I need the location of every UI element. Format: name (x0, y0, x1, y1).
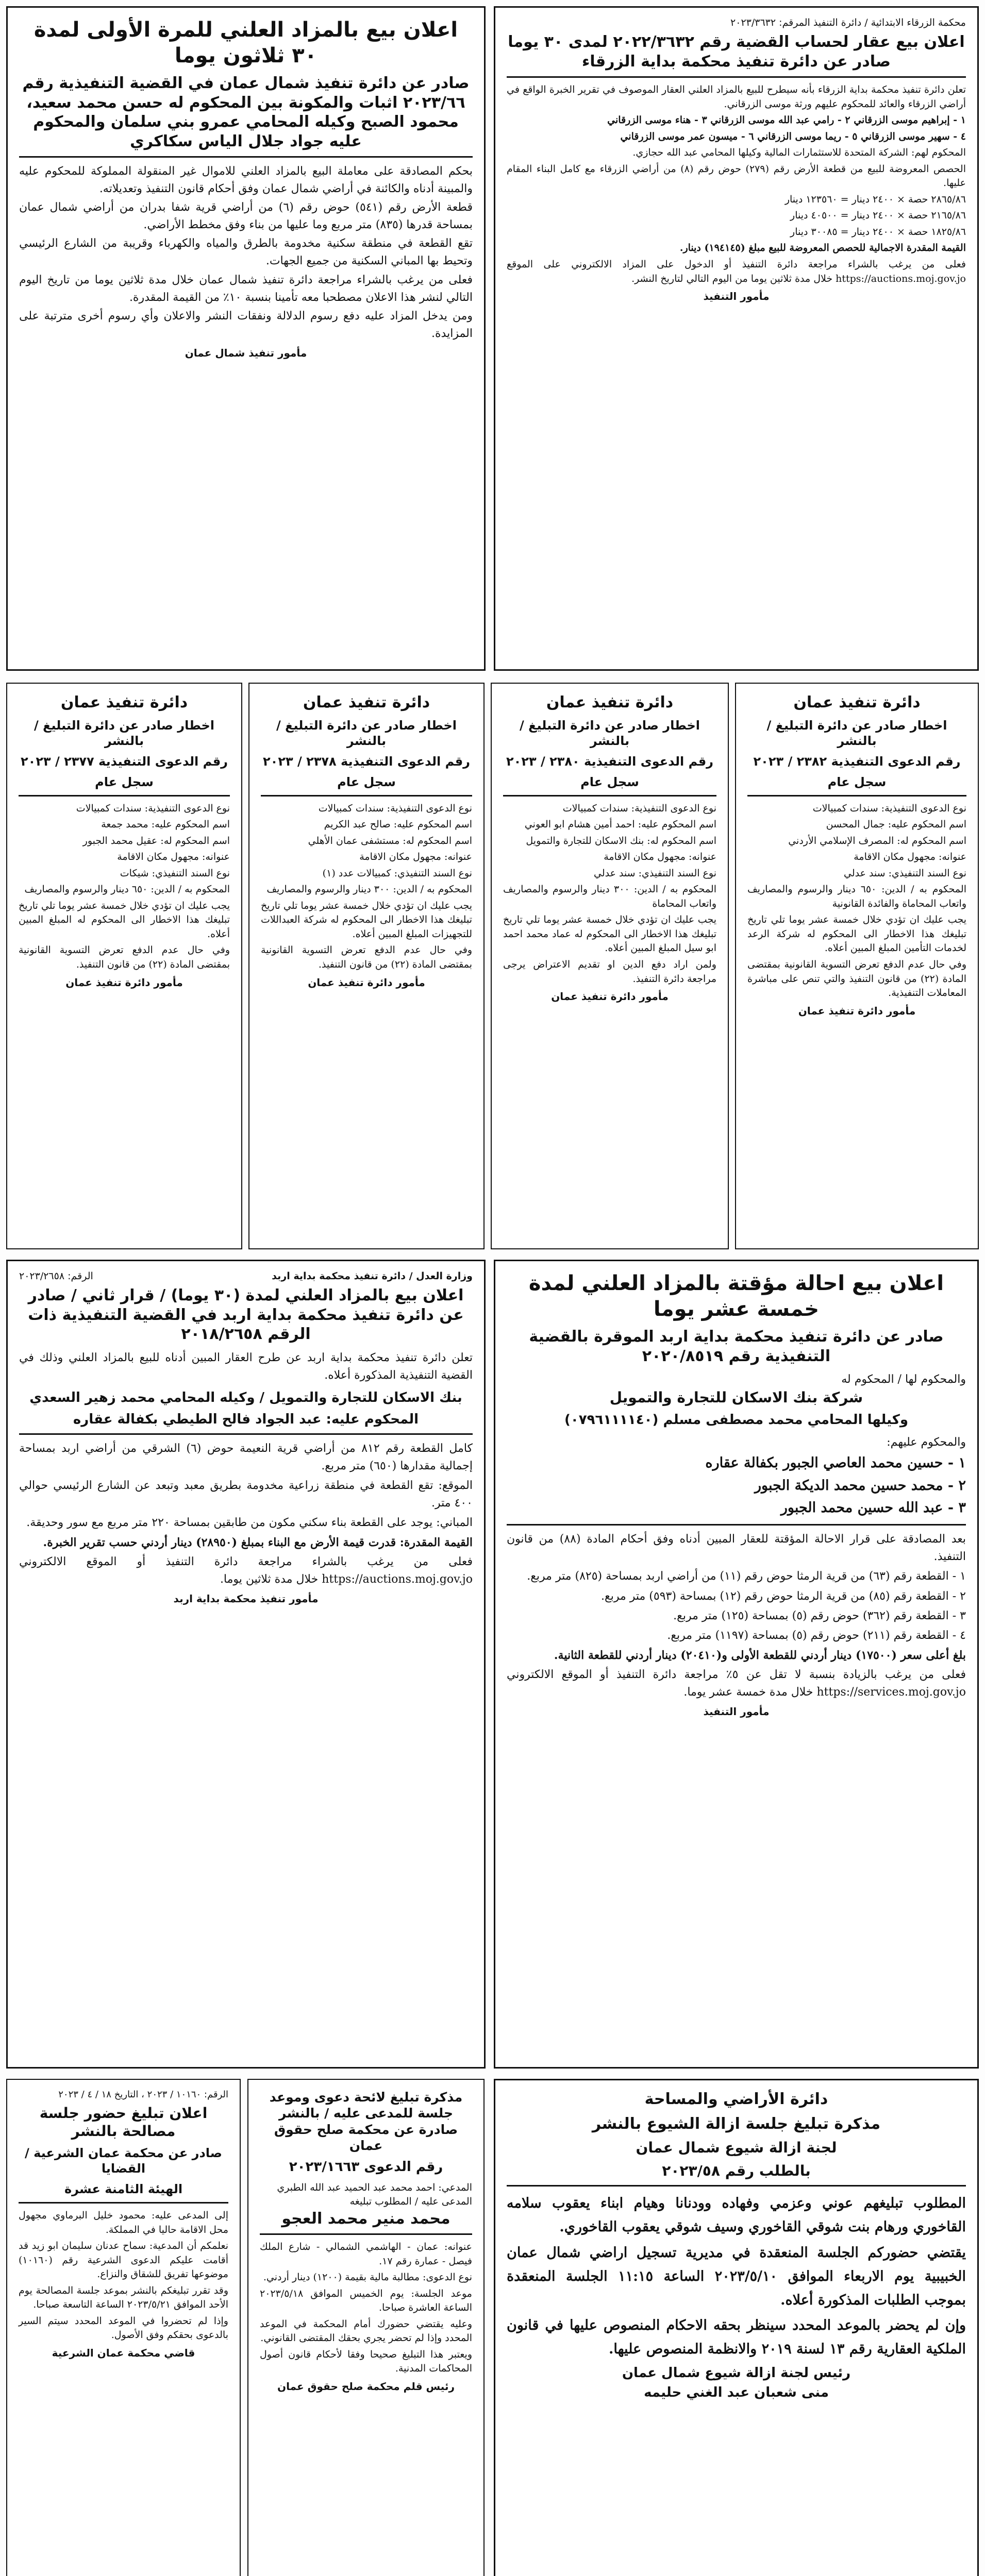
defendant-label: المدعى عليه / المطلوب تبليغه (349, 2196, 472, 2208)
detail-line: المحكوم به / الدين: ٦٥٠ دينار والرسوم والمصاريف (24, 884, 230, 895)
detail-line: نوع السند التنفيذي: سند عدلي (843, 867, 966, 879)
notice-zarqa-auction (494, 6, 979, 671)
case-number: رقم الدعوى التنفيذية ٢٣٨٠ / ٢٠٢٣ (506, 754, 713, 769)
case-number: رقم الدعوى ٢٠٢٣/١٦٦٣ (289, 2159, 443, 2175)
detail-line: اسم المحكوم عليه: محمد جمعة (101, 819, 230, 831)
paragraph: ومن يدخل المزاد عليه دفع رسوم الدلالة ونفقات النشر والاعلان وأي رسوم أخرى مترتبة على المزايدة. (19, 309, 473, 340)
paragraph: القيمة المقدرة الاجمالية للحصص المعروضة للبيع مبلغ (١٩٤١٤٥) دينار. (679, 242, 966, 254)
notice-body (507, 83, 966, 286)
detail-line: المحكوم به / الدين: ٣٠٠ دينار والرسوم والمصاريف واتعاب المحاماة (503, 884, 717, 909)
detail-line: يجب عليك ان تؤدي خلال خمسة عشر يوما تلي تاريخ تبليغك هذا الاخطار الى المحكوم له شركة الرعد لخدمات التأمين المبلغ المبين أعلاه. (747, 914, 966, 954)
notice-amman-2377 (6, 683, 242, 1249)
notice-header (19, 2089, 228, 2100)
notice-north-amman-partition (494, 2079, 979, 2576)
notice-footer: قاضي محكمة عمان الشرعية (52, 2346, 195, 2359)
paragraph: وقد تقرر تبليغكم بالنشر بموعد جلسة المصالحة يوم الأحد الموافق ٢٠٢٣/٥/٢١ الساعة التاسعة صباحا. (19, 2284, 228, 2311)
paragraph: وإن لم يحضر بالموعد المحدد سينظر بحقه الاحكام المنصوص عليها في قانون الملكية العقارية رقم ١٣ لسنة ٢٠١٩ والانظمة المنصوص عليها. (507, 2317, 966, 2358)
paragraph: تعلن دائرة تنفيذ محكمة بداية الزرقاء بأنه سيطرح للبيع بالمزاد العلني العقار الموصوف في تقرير الخبرة الواقع في أراضي الزرقاء والعائد للمحكوم عليهم ورثة موسى الزرقاني. (507, 84, 966, 110)
detail-line: اسم المحكوم له: مستشفى عمان الأهلي (308, 835, 472, 846)
notice-subtitle: صادر عن دائرة تنفيذ شمال عمان في القضية التنفيذية رقم ٢٠٢٣/٦٦ اثبات والمكونة بين المحكوم له حسن محمد سعيد، محمود الصبح وكيله المحامي عمرو بني سلمان والمحكوم عليه جواد جلال الياس سكاكري (22, 74, 470, 150)
parcel-line: ١ - القطعة رقم (٦٣) من قرية الرمثا حوض رقم (١١) من أراضي اربد بمساحة (٨٢٥) متر مربع. (527, 1570, 966, 1583)
detail-line: وفي حال عدم الدفع تعرض التسوية القانونية بمقتضى المادة (٢٢) من قانون التنفيذ والتي تنص على مباشرة المعاملات التنفيذية. (747, 958, 966, 999)
defendants-list (507, 1452, 966, 1519)
divider (19, 1433, 473, 1435)
detail-line: نوع السند التنفيذي: شيكات (120, 867, 230, 879)
detail-line: وفي حال عدم الدفع تعرض التسوية القانونية بمقتضى المادة (٢٢) من قانون التنفيذ. (261, 944, 472, 970)
divider (747, 795, 966, 796)
detail-line: نوع السند التنفيذي: كمبيالات عدد (١) (322, 867, 472, 879)
divider (19, 2202, 228, 2204)
paragraph: قطعة الأرض رقم (٥٤١) حوض رقم (٦) من أراضي قرية شفا بدران من أراضي شمال عمان بمساحة قدرها (٨٣٥) متر مربع وما عليها من بناء وفق مخطط الأراضي. (19, 201, 473, 232)
paragraph: بعد المصادقة على قرار الاحالة المؤقتة للعقار المبين أدناه وفق أحكام المادة (٨٨) من قانون التنفيذ. (507, 1533, 966, 1564)
file-reference: الرقم: ١٠١٦٠ / ٢٠٢٣ ، التاريخ ١٨ / ٤ / ٢٠٢٣ (58, 2089, 228, 2100)
paragraph: القيمة المقدرة: قدرت قيمة الأرض مع البناء بمبلغ (٢٨٩٥٠) دينار أردني حسب تقرير الخبرة. (43, 1536, 473, 1550)
detail-line: اسم المحكوم عليه: احمد أمين هشام ابو العوني (524, 819, 716, 831)
defendant-name: محمد منير محمد العجو (281, 2209, 450, 2228)
paragraph: يقتضي حضوركم الجلسة المنعقدة في مديرية تسجيل اراضي شمال عمان الخبيبية يوم الاربعاء الموافق ٢٠٢٣/٥/١٠ الساعة ١١:١٥ الجلسة المنعقدة بموجب الطلبات المذكورة أعلاه. (507, 2244, 966, 2308)
committee-name: لجنة ازالة شيوع شمال عمان (636, 2139, 837, 2156)
court-name: دائرة تنفيذ عمان (546, 693, 674, 711)
court-name: دائرة تنفيذ عمان (303, 693, 430, 711)
paragraph: نعلمكم أن المدعية: سماح عدنان سليمان ابو زيد قد أقامت عليكم الدعوى الشرعية رقم (١٠١٦٠) موضوعها تفريق للشقاق والنزاع. (19, 2240, 228, 2280)
divider (507, 2185, 966, 2187)
notice-footer: مأمور دائرة تنفيذ عمان (798, 1004, 916, 1017)
detail-line: نوع الدعوى التنفيذية: سندات كمبيالات (318, 802, 472, 814)
board-name: الهيئة الثامنة عشرة (64, 2182, 183, 2196)
detail-line: اسم المحكوم له: المصرف الإسلامي الأردني (788, 835, 966, 846)
plaintiff-name: المدعي: احمد محمد عبد الحميد عبد الله الطبري (277, 2181, 472, 2193)
plaintiff-label: والمحكوم لها / المحكوم له (841, 1373, 966, 1386)
notice-body (19, 2209, 228, 2343)
notice-title: اعلان بيع عقار لحساب القضية رقم ٢٠٢٢/٣٦٣٢ لمدى ٣٠ يوما صادر عن دائرة تنفيذ محكمة بداية الزرقاء (508, 33, 965, 71)
share-value-line: ٢١٦٥/٨٦ حصة × ٢٤٠٠ دينار = ٤٠٥٠٠ دينار (790, 210, 966, 222)
notice-title: اعلان بيع احالة مؤقتة بالمزاد العلني لمدة خمسة عشر يوما (528, 1272, 944, 1321)
detail-line: ولمن اراد دفع الدين او تقديم الاعتراض يرجى مراجعة دائرة التنفيذ. (503, 958, 716, 985)
notice-body (19, 163, 473, 343)
court-name: دائرة تنفيذ عمان (60, 693, 188, 711)
defendant-item: ٣ - عبد الله حسين محمد الجبور (780, 1500, 966, 1516)
notice-north-amman-auction (6, 6, 486, 671)
notice-body (19, 1440, 473, 1589)
paragraph: بحكم المصادقة على معاملة البيع بالمزاد العلني للاموال غير المنقولة المملوكة للمحكوم عليه والمبينة أدناه والكائنة في أراضي شمال عمان وفق أحكام قانون التنفيذ وتعديلاته. (19, 165, 473, 196)
paragraph: نوع الدعوى: مطالبة مالية بقيمة (١٢٠٠) دينار أردني. (263, 2272, 472, 2283)
detail-line: يجب عليك ان تؤدي خلال خمسة عشر يوما تلي تاريخ تبليغك هذا الاخطار الى المحكوم له شركة العبداللات للتجهيزات المبلغ المبين أعلاه. (261, 900, 472, 940)
notice-body (503, 802, 716, 987)
notice-header (507, 17, 966, 28)
paragraph: الموقع: تقع القطعة في منطقة زراعية مخدومة بطريق معبد وتبعد عن الشارع الرئيسي حوالي ٤٠٠ متر. (19, 1479, 473, 1510)
paragraph: موعد الجلسة: يوم الخميس الموافق ٢٠٢٣/٥/١٨ الساعة العاشرة صباحا. (260, 2287, 472, 2314)
paragraph: فعلى من يرغب بالزيادة بنسبة لا تقل عن ٥٪ مراجعة دائرة التنفيذ أو الموقع الالكتروني https://services.moj.gov.jo خلال مدة خمسة عشر يوما. (507, 1668, 966, 1699)
paragraph: المحكوم لهم: الشركة المتحدة للاستثمارات المالية وكيلها المحامي عبد الله حجازي. (632, 147, 966, 159)
plaintiff-name: بنك الاسكان للتجارة والتمويل / وكيله المحامي محمد زهير السعدي (29, 1389, 462, 1405)
case-number: رقم الدعوى التنفيذية ٢٣٧٨ / ٢٠٢٣ (263, 754, 470, 769)
register-label: سجل عام (580, 774, 639, 789)
paragraph: فعلى من يرغب بالشراء مراجعة دائرة تنفيذ شمال عمان خلال مدة ثلاثين يوما من تاريخ اليوم التالي لنشر هذا الاعلان مصطحبا معه تأمينا بنسبة ١٠٪ من القيمة المقدرة. (19, 273, 473, 304)
paragraph: ويعتبر هذا التبليغ صحيحا وفقا لأحكام قانون أصول المحاكمات المدنية. (260, 2348, 472, 2375)
notice-irbid-temporary-referral (494, 1260, 979, 2069)
detail-line: نوع الدعوى التنفيذية: سندات كمبيالات (812, 802, 966, 814)
plaintiff-name: شركة بنك الاسكان للتجارة والتمويل (609, 1389, 863, 1406)
ministry-name: وزارة العدل / دائرة تنفيذ محكمة بداية اربد (272, 1270, 473, 1282)
defendant-item: ٢ - محمد حسين محمد الديكة الجبور (754, 1477, 966, 1494)
paragraph: فعلى من يرغب بالشراء مراجعة دائرة التنفيذ أو الموقع الالكتروني https://auctions.moj.gov.jo خلال مدة ثلاثين يوما. (19, 1555, 473, 1586)
paragraph: الحصص المعروضة للبيع من قطعة الأرض رقم (٢٧٩) حوض رقم (٨) من أراضي الزرقاء مع كامل البناء المقام عليها. (507, 163, 966, 189)
detail-line: اسم المحكوم له: عقيل محمد الجبور (82, 835, 230, 846)
notice-sharia-court (6, 2079, 241, 2576)
paragraph: وإذا لم تحضروا في الموعد المحدد سيتم السير بالدعوى بحقكم وفق الأصول. (19, 2315, 228, 2341)
paragraph: تقع القطعة في منطقة سكنية مخدومة بالطرق والمياه والكهرباء وقريبة من الشارع الرئيسي وتحيط بها المباني السكنية من جميع الجهات. (19, 237, 473, 268)
file-reference: محكمة الزرقاء الابتدائية / دائرة التنفيذ المرقم: ٢٠٢٣/٣٦٣٢ (730, 17, 966, 28)
authority-name: دائرة الأراضي والمساحة (644, 2090, 828, 2108)
divider (261, 795, 472, 796)
defendant-name: المحكوم عليه: عبد الجواد فالح الطيطي بكفالة عقاره (73, 1412, 419, 1428)
register-label: سجل عام (827, 774, 887, 789)
parcel-line: ٤ - القطعة رقم (٢١١) حوض رقم (٥) بمساحة (١١٩٧) متر مربع. (667, 1629, 966, 1642)
notice-intro: تعلن دائرة تنفيذ محكمة بداية اربد عن طرح العقار المبين أدناه للبيع بالمزاد العلني وذلك في القضية التنفيذية المذكورة أعلاه. (19, 1351, 473, 1382)
notice-body (507, 2192, 966, 2361)
paragraph: وعليه يقتضي حضورك أمام المحكمة في الموعد المحدد وإذا لم تحضر يجري بحقك المقتضى القانوني. (260, 2318, 472, 2344)
notice-footer: رئيس قلم محكمة صلح حقوق عمان (277, 2380, 455, 2393)
share-value-line: ١٨٢٥/٨٦ حصة × ٢٤٠٠ دينار = ٣٠٠٨٥ دينار (790, 226, 966, 238)
request-number: بالطلب رقم ٢٠٢٣/٥٨ (662, 2162, 811, 2179)
detail-line: المحكوم به / الدين: ٦٥٠ دينار والرسوم والمصاريف واتعاب المحاماة والفائدة القانونية (747, 884, 966, 909)
notice-footer: مأمور دائرة تنفيذ عمان (551, 990, 669, 1003)
paragraph: إلى المدعى عليه: محمود خليل البرماوي مجهول محل الاقامة حاليا في المملكة. (19, 2210, 228, 2235)
notice-body (19, 802, 230, 972)
notice-amman-2378 (248, 683, 485, 1249)
notice-subtitle: اخطار صادر عن دائرة التبليغ / بالنشر (766, 718, 947, 748)
detail-line: عنوانه: مجهول مكان الاقامة (359, 851, 472, 863)
defendants-label: والمحكوم عليهم: (887, 1435, 966, 1449)
detail-line: نوع السند التنفيذي: سند عدلي (593, 867, 716, 879)
notice-subtitle: اخطار صادر عن دائرة التبليغ / بالنشر (276, 718, 457, 748)
share-value-line: ٢٨٦٥/٨٦ حصة × ٢٤٠٠ دينار = ١٢٣٥٦٠ دينار (784, 193, 966, 205)
notice-body (260, 2240, 472, 2376)
paragraph: فعلى من يرغب بالشراء مراجعة دائرة التنفيذ أو الدخول على المزاد الالكتروني على الموقع https://auctions.moj.gov.jo خلال مدة ثلاثين يوما من اليوم التالي لتاريخ النشر. (507, 259, 966, 284)
notice-title: مذكرة تبليغ لائحة دعوى وموعد جلسة للمدعى عليه / بالنشر صادرة عن محكمة صلح حقوق عمان (269, 2090, 463, 2153)
parcel-line: ٢ - القطعة رقم (٨٥) من قرية الرمثا حوض رقم (١٢) بمساحة (٥٩٣) متر مربع. (601, 1589, 966, 1603)
detail-line: اسم المحكوم عليه: صالح عبد الكريم (324, 819, 472, 831)
notice-footer: مأمور تنفيذ شمال عمان (185, 346, 307, 359)
notice-body (261, 802, 472, 972)
divider (507, 1524, 966, 1526)
paragraph: المطلوب تبليغهم عوني وعزمي وفهاده وودنانا وهيام ابناء يعقوب سلامه القاخوري ورهام بنت شوقي القاخوري وسيف شوقي يعقوب القاخوري. (507, 2195, 966, 2235)
heir-line: ١ - إبراهيم موسى الزرقاني ٢ - رامي عبد الله موسى الزرقاني ٣ - هناء موسى الزرقاني (607, 114, 966, 126)
notice-subtitle: اخطار صادر عن دائرة التبليغ / بالنشر (519, 718, 700, 748)
notice-title: مذكرة تبليغ جلسة ازالة الشيوع بالنشر (592, 2114, 881, 2133)
notice-subtitle: صادر عن محكمة عمان الشرعية / القضايا (25, 2146, 222, 2176)
parcel-line: ٣ - القطعة رقم (٣٦٢) حوض رقم (٥) بمساحة (١٢٥) متر مربع. (673, 1609, 966, 1622)
paragraph: بلغ أعلى سعر (١٧٥٠٠) دينار أردني للقطعة الأولى و(٢٠٤١٠) دينار أردني للقطعة الثانية. (554, 1648, 966, 1662)
court-name: دائرة تنفيذ عمان (793, 693, 921, 711)
detail-line: عنوانه: مجهول مكان الاقامة (854, 851, 966, 863)
notice-subtitle: اخطار صادر عن دائرة التبليغ / بالنشر (34, 718, 215, 748)
detail-line: نوع الدعوى التنفيذية: سندات كمبيالات (562, 802, 716, 814)
detail-line: اسم المحكوم له: بنك الاسكان للتجارة والتمويل (526, 835, 716, 846)
notice-amman-2380 (491, 683, 729, 1249)
detail-line: يجب عليك ان تؤدي خلال خمسة عشر يوما تلي تاريخ تبليغك هذا الاخطار الى المحكوم له عماد محمد احمد ابو سيل المبلغ المبين أعلاه. (503, 914, 716, 954)
divider (260, 2233, 472, 2235)
heir-line: ٤ - سهير موسى الزرقاني ٥ - ريما موسى الزرقاني ٦ - ميسون عمر موسى الزرقاني (620, 130, 966, 142)
detail-line: عنوانه: مجهول مكان الاقامة (604, 851, 716, 863)
notice-title: اعلان بيع بالمزاد العلني للمرة الأولى لمدة ٣٠ ثلاثون يوما (34, 18, 458, 67)
paragraph: عنوانه: عمان - الهاشمي الشمالي - شارع الملك فيصل - عمارة رقم ١٧. (260, 2241, 472, 2267)
divider (503, 795, 716, 796)
defendant-item: ١ - حسين محمد العاصي الجبور بكفالة عقاره (705, 1454, 966, 1471)
notice-footer: مأمور دائرة تنفيذ عمان (65, 976, 183, 989)
notice-footer: مأمور التنفيذ (703, 290, 770, 303)
detail-line: وفي حال عدم الدفع تعرض التسوية القانونية بمقتضى المادة (٢٢) من قانون التنفيذ. (19, 944, 230, 970)
divider (19, 156, 473, 158)
case-number: رقم الدعوى التنفيذية ٢٣٧٧ / ٢٠٢٣ (21, 754, 228, 769)
detail-line: يجب عليك ان تؤدي خلال خمسة عشر يوما تلي تاريخ تبليغك هذا الاخطار الى المحكوم له المبلغ المبين أعلاه. (19, 900, 230, 940)
notice-body (507, 1531, 966, 1701)
notice-body (747, 802, 966, 1001)
notice-subtitle: صادر عن دائرة تنفيذ محكمة بداية اربد الموقرة بالقضية التنفيذية رقم ٢٠٢٠/٨٥١٩ (529, 1328, 944, 1365)
notice-footer: رئيس لجنة ازالة شيوع شمال عمان (622, 2365, 851, 2381)
notice-title: اعلان تبليغ حضور جلسة مصالحة بالنشر (39, 2105, 208, 2140)
notice-title: اعلان بيع بالمزاد العلني لمدة (٣٠ يوما) / قرار ثاني / صادر عن دائرة تنفيذ محكمة بداية اربد في القضية التنفيذية ذات الرقم ٢٠١٨/٢٦٥٨ (28, 1286, 464, 1343)
case-number: رقم الدعوى التنفيذية ٢٣٨٢ / ٢٠٢٣ (753, 754, 961, 769)
divider (507, 76, 966, 78)
notice-footer: مأمور تنفيذ محكمة بداية اربد (173, 1592, 319, 1605)
lawyer-name: وكيلها المحامي محمد مصطفى مسلم (٠٧٩٦١١١١٤٠) (564, 1412, 909, 1428)
file-reference: الرقم: ٢٠٢٣/٢٦٥٨ (19, 1270, 93, 1282)
register-label: سجل عام (95, 774, 154, 789)
notice-footer: مأمور دائرة تنفيذ عمان (308, 976, 425, 989)
detail-line: المحكوم به / الدين: ٣٠٠ دينار والرسوم والمصاريف (266, 884, 472, 895)
paragraph: المباني: يوجد على القطعة بناء سكني مكون من طابقين بمساحة ٢٢٠ متر مربع مع سور وحديقة. (26, 1516, 473, 1530)
notice-civil-court-summons (247, 2079, 485, 2576)
register-label: سجل عام (337, 774, 396, 789)
notice-header (19, 1270, 473, 1282)
detail-line: اسم المحكوم عليه: جمال المحسن (826, 819, 966, 831)
paragraph: كامل القطعة رقم ٨١٢ من أراضي قرية النعيمة حوض (٦) الشرقي من أراضي اربد بمساحة إجمالية مقدارها (٦٥٠) متر مربع. (19, 1442, 473, 1472)
signature-name: منى شعبان عبد الغني حليمه (644, 2385, 829, 2401)
divider (19, 795, 230, 796)
notice-amman-2382 (735, 683, 979, 1249)
notice-irbid-auction (6, 1260, 486, 2069)
detail-line: نوع الدعوى التنفيذية: سندات كمبيالات (76, 802, 230, 814)
detail-line: عنوانه: مجهول مكان الاقامة (117, 851, 230, 863)
notice-footer: مأمور التنفيذ (703, 1705, 770, 1718)
